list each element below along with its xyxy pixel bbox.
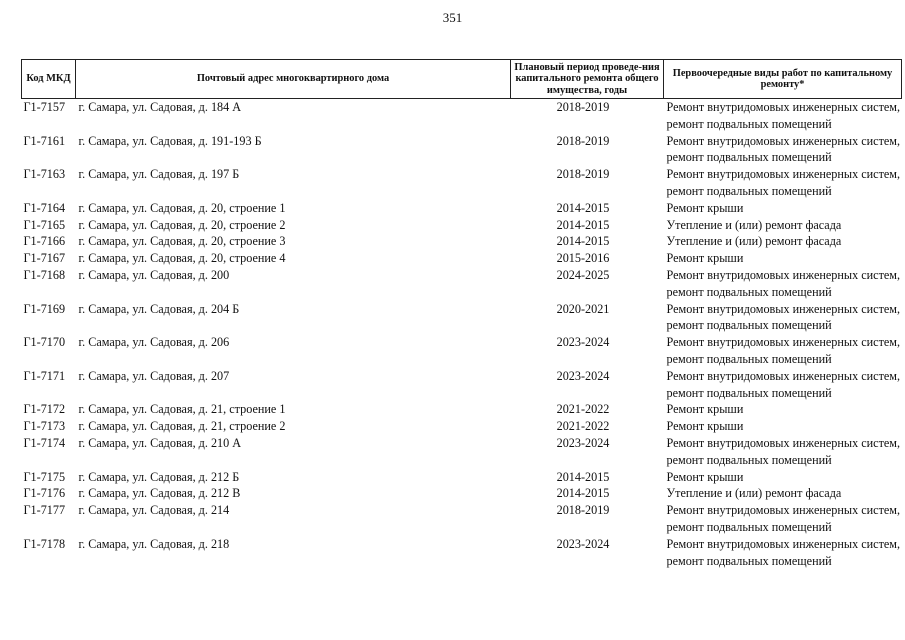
mkd-code-cell: Г1-7177	[23, 503, 66, 518]
address-cell: г. Самара, ул. Садовая, д. 20, строение 4	[78, 251, 286, 266]
table-row	[22, 250, 902, 267]
period-cell: 2018-2019	[556, 133, 610, 148]
period-cell: 2014-2015	[556, 486, 610, 501]
table-header	[22, 60, 902, 99]
period-cell: 2020-2021	[556, 301, 610, 316]
table-row	[22, 368, 902, 402]
works-line: Ремонт внутридомовых инженерных систем,	[666, 335, 901, 350]
works-line: ремонт подвальных помещений	[666, 519, 832, 534]
address-cell: г. Самара, ул. Садовая, д. 21, строение 2	[78, 419, 286, 434]
works-cell	[664, 250, 902, 267]
works-line: Ремонт внутридомовых инженерных систем,	[666, 100, 901, 114]
header-period: Плановый период проведе-ния капитального ремонта общего имущества, годы	[511, 60, 664, 99]
mkd-code-cell: Г1-7168	[23, 267, 66, 282]
works-line: Ремонт крыши	[666, 251, 744, 266]
table-row	[22, 200, 902, 217]
mkd-code-cell: Г1-7173	[23, 419, 66, 434]
works-cell	[664, 200, 902, 217]
period-cell: 2015-2016	[556, 251, 610, 266]
address-cell: г. Самара, ул. Садовая, д. 210 А	[78, 435, 242, 450]
period-cell: 2014-2015	[556, 217, 610, 232]
address-cell: г. Самара, ул. Садовая, д. 20, строение 3	[78, 234, 286, 249]
table-row	[22, 99, 902, 133]
works-cell	[664, 133, 902, 167]
works-line: Ремонт внутридомовых инженерных систем,	[666, 167, 901, 182]
works-line: Ремонт внутридомовых инженерных систем,	[666, 301, 901, 316]
table-row	[22, 267, 902, 301]
works-line: Ремонт крыши	[666, 419, 744, 434]
address-cell: г. Самара, ул. Садовая, д. 200	[78, 267, 230, 282]
table-row	[22, 469, 902, 486]
period-cell: 2023-2024	[556, 335, 610, 350]
mkd-code-cell: Г1-7163	[23, 167, 66, 182]
address-cell: г. Самара, ул. Садовая, д. 206	[78, 335, 230, 350]
works-line: ремонт подвальных помещений	[666, 553, 832, 568]
period-cell: 2014-2015	[556, 234, 610, 249]
works-cell	[664, 368, 902, 402]
table-body	[22, 99, 902, 570]
address-cell: г. Самара, ул. Садовая, д. 207	[78, 368, 230, 383]
works-cell	[664, 536, 902, 570]
works-line: Ремонт внутридомовых инженерных систем,	[666, 435, 901, 450]
address-cell: г. Самара, ул. Садовая, д. 204 Б	[78, 301, 240, 316]
table-row	[22, 502, 902, 536]
page-number: 351	[442, 10, 463, 25]
works-cell	[664, 469, 902, 486]
works-cell	[664, 334, 902, 368]
period-cell: 2018-2019	[556, 100, 610, 114]
works-cell	[664, 99, 902, 133]
table-row	[22, 401, 902, 418]
works-line: ремонт подвальных помещений	[666, 150, 832, 165]
table-row	[22, 485, 902, 502]
address-cell: г. Самара, ул. Садовая, д. 212 В	[78, 486, 241, 501]
period-cell: 2021-2022	[556, 402, 610, 417]
table-row	[22, 334, 902, 368]
works-line: Ремонт внутридомовых инженерных систем,	[666, 368, 901, 383]
address-cell: г. Самара, ул. Садовая, д. 191-193 Б	[78, 133, 262, 148]
mkd-code-cell: Г1-7167	[23, 251, 66, 266]
works-line: Ремонт крыши	[666, 469, 744, 484]
table-row	[22, 233, 902, 250]
works-cell	[664, 267, 902, 301]
works-line: Утепление и (или) ремонт фасада	[666, 486, 842, 501]
address-cell: г. Самара, ул. Садовая, д. 21, строение 1	[78, 402, 286, 417]
works-line: Ремонт крыши	[666, 402, 744, 417]
works-line: Ремонт крыши	[666, 200, 744, 215]
mkd-code-cell: Г1-7174	[23, 435, 66, 450]
period-cell: 2023-2024	[556, 435, 610, 450]
period-cell: 2014-2015	[556, 200, 610, 215]
works-line: ремонт подвальных помещений	[666, 318, 832, 333]
table-row	[22, 301, 902, 335]
period-cell: 2023-2024	[556, 368, 610, 383]
address-cell: г. Самара, ул. Садовая, д. 20, строение 2	[78, 217, 286, 232]
address-cell: г. Самара, ул. Садовая, д. 184 А	[78, 100, 242, 114]
works-cell	[664, 485, 902, 502]
mkd-code-cell: Г1-7165	[23, 217, 66, 232]
address-cell: г. Самара, ул. Садовая, д. 20, строение 1	[78, 200, 286, 215]
works-line: Ремонт внутридомовых инженерных систем,	[666, 536, 901, 551]
header-code: Код МКД	[22, 60, 76, 99]
address-cell: г. Самара, ул. Садовая, д. 197 Б	[78, 167, 240, 182]
works-line: ремонт подвальных помещений	[666, 183, 832, 198]
header-works: Первоочередные виды работ по капитальному ремонту*	[664, 60, 902, 99]
works-line: Утепление и (или) ремонт фасада	[666, 217, 842, 232]
address-cell: г. Самара, ул. Садовая, д. 218	[78, 536, 230, 551]
address-cell: г. Самара, ул. Садовая, д. 214	[78, 503, 230, 518]
table-row	[22, 166, 902, 200]
works-cell	[664, 166, 902, 200]
period-cell: 2018-2019	[556, 503, 610, 518]
mkd-code-cell: Г1-7170	[23, 335, 66, 350]
works-line: Ремонт внутридомовых инженерных систем,	[666, 133, 901, 148]
table-row	[22, 133, 902, 167]
period-cell: 2014-2015	[556, 469, 610, 484]
works-line: ремонт подвальных помещений	[666, 116, 832, 131]
works-line: ремонт подвальных помещений	[666, 385, 832, 400]
works-cell	[664, 401, 902, 418]
table-row	[22, 217, 902, 234]
mkd-code-cell: Г1-7172	[23, 402, 66, 417]
period-cell: 2021-2022	[556, 419, 610, 434]
period-cell: 2018-2019	[556, 167, 610, 182]
mkd-code-cell: Г1-7176	[23, 486, 66, 501]
works-cell	[664, 301, 902, 335]
mkd-code-cell: Г1-7171	[23, 368, 66, 383]
table-row	[22, 435, 902, 469]
mkd-code-cell: Г1-7157	[23, 100, 66, 114]
header-row	[22, 60, 902, 99]
mkd-code-cell: Г1-7175	[23, 469, 66, 484]
mkd-code-cell: Г1-7166	[23, 234, 66, 249]
period-cell: 2023-2024	[556, 536, 610, 551]
header-address: Почтовый адрес многоквартирного дома	[76, 60, 511, 99]
mkd-code-cell: Г1-7178	[23, 536, 66, 551]
works-line: ремонт подвальных помещений	[666, 452, 832, 467]
period-cell: 2024-2025	[556, 267, 610, 282]
mkd-code-cell: Г1-7169	[23, 301, 66, 316]
works-cell	[664, 233, 902, 250]
works-cell	[664, 217, 902, 234]
table-row	[22, 418, 902, 435]
works-cell	[664, 418, 902, 435]
works-line: ремонт подвальных помещений	[666, 351, 832, 366]
works-line: ремонт подвальных помещений	[666, 284, 832, 299]
address-cell: г. Самара, ул. Садовая, д. 212 Б	[78, 469, 240, 484]
housing-register-table	[21, 59, 902, 569]
works-line: Ремонт внутридомовых инженерных систем,	[666, 503, 901, 518]
works-line: Ремонт внутридомовых инженерных систем,	[666, 267, 901, 282]
works-cell	[664, 502, 902, 536]
mkd-code-cell: Г1-7161	[23, 133, 66, 148]
works-cell	[664, 435, 902, 469]
works-line: Утепление и (или) ремонт фасада	[666, 234, 842, 249]
mkd-code-cell: Г1-7164	[23, 200, 66, 215]
table-row	[22, 536, 902, 570]
